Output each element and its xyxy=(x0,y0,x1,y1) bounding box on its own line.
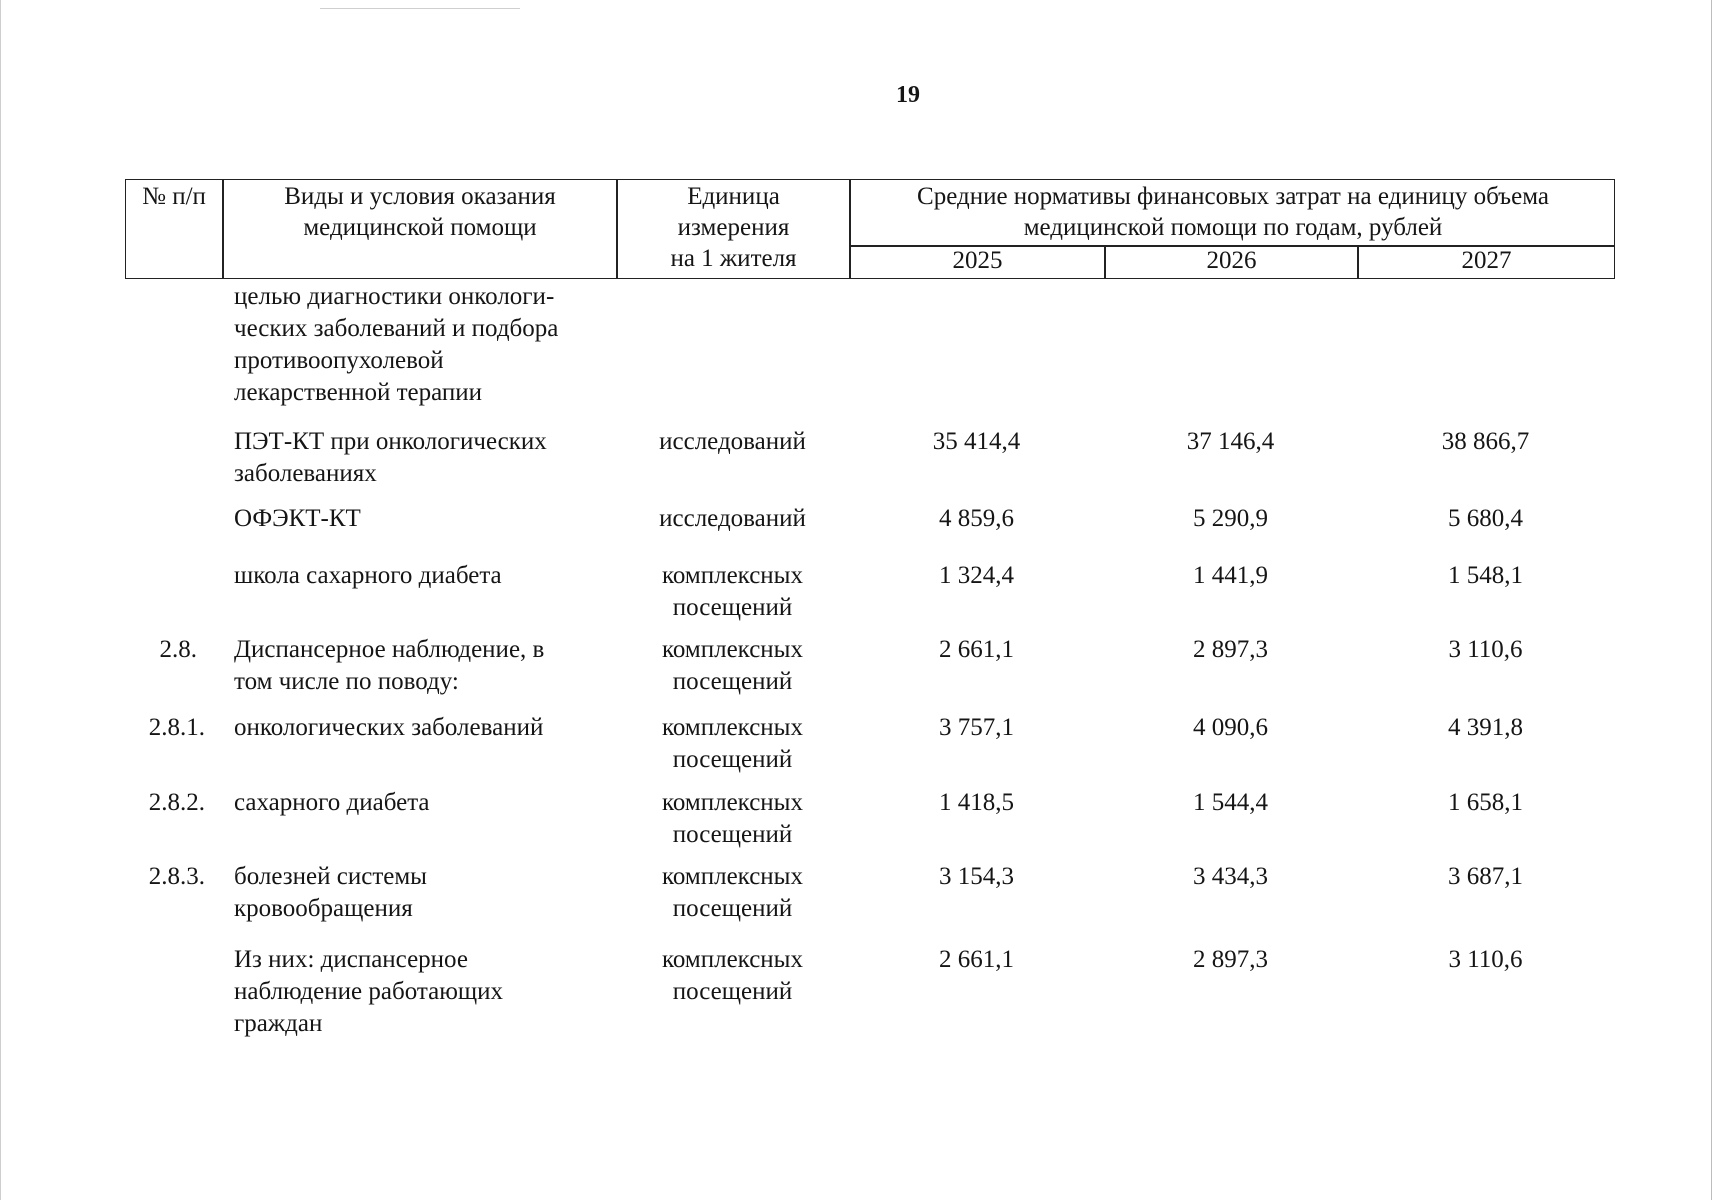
circulatory-2025: 3 154,3 xyxy=(939,863,1014,890)
pet-ct-kind: ПЭТ-КТ при онкологических заболеваниях xyxy=(234,428,547,487)
dispensary-number: 2.8. xyxy=(159,636,197,663)
diabetes-school-2025: 1 324,4 xyxy=(939,562,1014,589)
oncology-2027: 4 391,8 xyxy=(1448,714,1523,741)
unit-header: Единица измерения на 1 жителя xyxy=(670,183,797,272)
average-cost-header: Средние нормативы финансовых затрат на единицу объема медицинской помощи по годам, рублей xyxy=(917,183,1549,241)
left-scan-edge xyxy=(0,0,1,1200)
circulatory-kind: болезней системы кровообращения xyxy=(234,863,427,922)
dispensary-2027: 3 110,6 xyxy=(1448,636,1523,663)
ofect-ct-2025: 4 859,6 xyxy=(939,505,1014,532)
oncology-2025: 3 757,1 xyxy=(939,714,1014,741)
circulatory-2027: 3 687,1 xyxy=(1448,863,1523,890)
ofect-ct-2026: 5 290,9 xyxy=(1193,505,1268,532)
right-scan-edge xyxy=(1711,0,1712,1200)
working-citizens-2026: 2 897,3 xyxy=(1193,946,1268,973)
number-header: № п/п xyxy=(142,183,206,210)
diabetes-2025: 1 418,5 xyxy=(939,789,1014,816)
working-citizens-2025: 2 661,1 xyxy=(939,946,1014,973)
circulatory-number: 2.8.3. xyxy=(148,863,205,890)
diabetes-kind: сахарного диабета xyxy=(234,789,430,816)
top-scan-mark xyxy=(320,8,520,9)
pet-ct-2027: 38 866,7 xyxy=(1441,428,1530,455)
diabetes-2027: 1 658,1 xyxy=(1448,789,1523,816)
dispensary-kind: Диспансерное наблюдение, в том числе по поводу: xyxy=(234,636,545,695)
working-citizens-kind: Из них: диспансерное наблюдение работающих граждан xyxy=(234,946,503,1037)
diabetes-2026: 1 544,4 xyxy=(1193,789,1268,816)
pet-ct-2026: 37 146,4 xyxy=(1186,428,1275,455)
dispensary-2025: 2 661,1 xyxy=(939,636,1014,663)
diabetes-school-2026: 1 441,9 xyxy=(1193,562,1268,589)
diabetes-number: 2.8.2. xyxy=(148,789,205,816)
diabetes-school-2027: 1 548,1 xyxy=(1448,562,1523,589)
ofect-ct-2027: 5 680,4 xyxy=(1448,505,1523,532)
oncology-kind: онкологических заболеваний xyxy=(234,714,544,741)
dispensary-unit: комплексных посещений xyxy=(662,636,803,695)
kind-header: Виды и условия оказания медицинской помощи xyxy=(284,183,556,241)
page-number: 19 xyxy=(896,82,920,108)
year-2027-header: 2027 xyxy=(1461,247,1512,274)
pet-ct-unit: исследований xyxy=(659,428,806,455)
diabetes-unit: комплексных посещений xyxy=(662,789,803,848)
diabetes-school-kind: школа сахарного диабета xyxy=(234,562,502,589)
working-citizens-unit: комплексных посещений xyxy=(662,946,803,1005)
table-header xyxy=(125,179,1615,279)
oncology-2026: 4 090,6 xyxy=(1193,714,1268,741)
working-citizens-2027: 3 110,6 xyxy=(1448,946,1523,973)
oncology-number: 2.8.1. xyxy=(148,714,205,741)
circulatory-2026: 3 434,3 xyxy=(1193,863,1268,890)
dispensary-2026: 2 897,3 xyxy=(1193,636,1268,663)
ofect-ct-unit: исследований xyxy=(659,505,806,532)
continued-kind-text: целью диагностики онкологи- ческих заболеваний и подбора противоопухолевой лекарственной терапии xyxy=(234,283,559,406)
pet-ct-2025: 35 414,4 xyxy=(932,428,1021,455)
year-2026-header: 2026 xyxy=(1206,247,1257,274)
oncology-unit: комплексных посещений xyxy=(662,714,803,773)
ofect-ct-kind: ОФЭКТ-КТ xyxy=(234,505,361,532)
circulatory-unit: комплексных посещений xyxy=(662,863,803,922)
year-2025-header: 2025 xyxy=(952,247,1003,274)
diabetes-school-unit: комплексных посещений xyxy=(662,562,803,621)
